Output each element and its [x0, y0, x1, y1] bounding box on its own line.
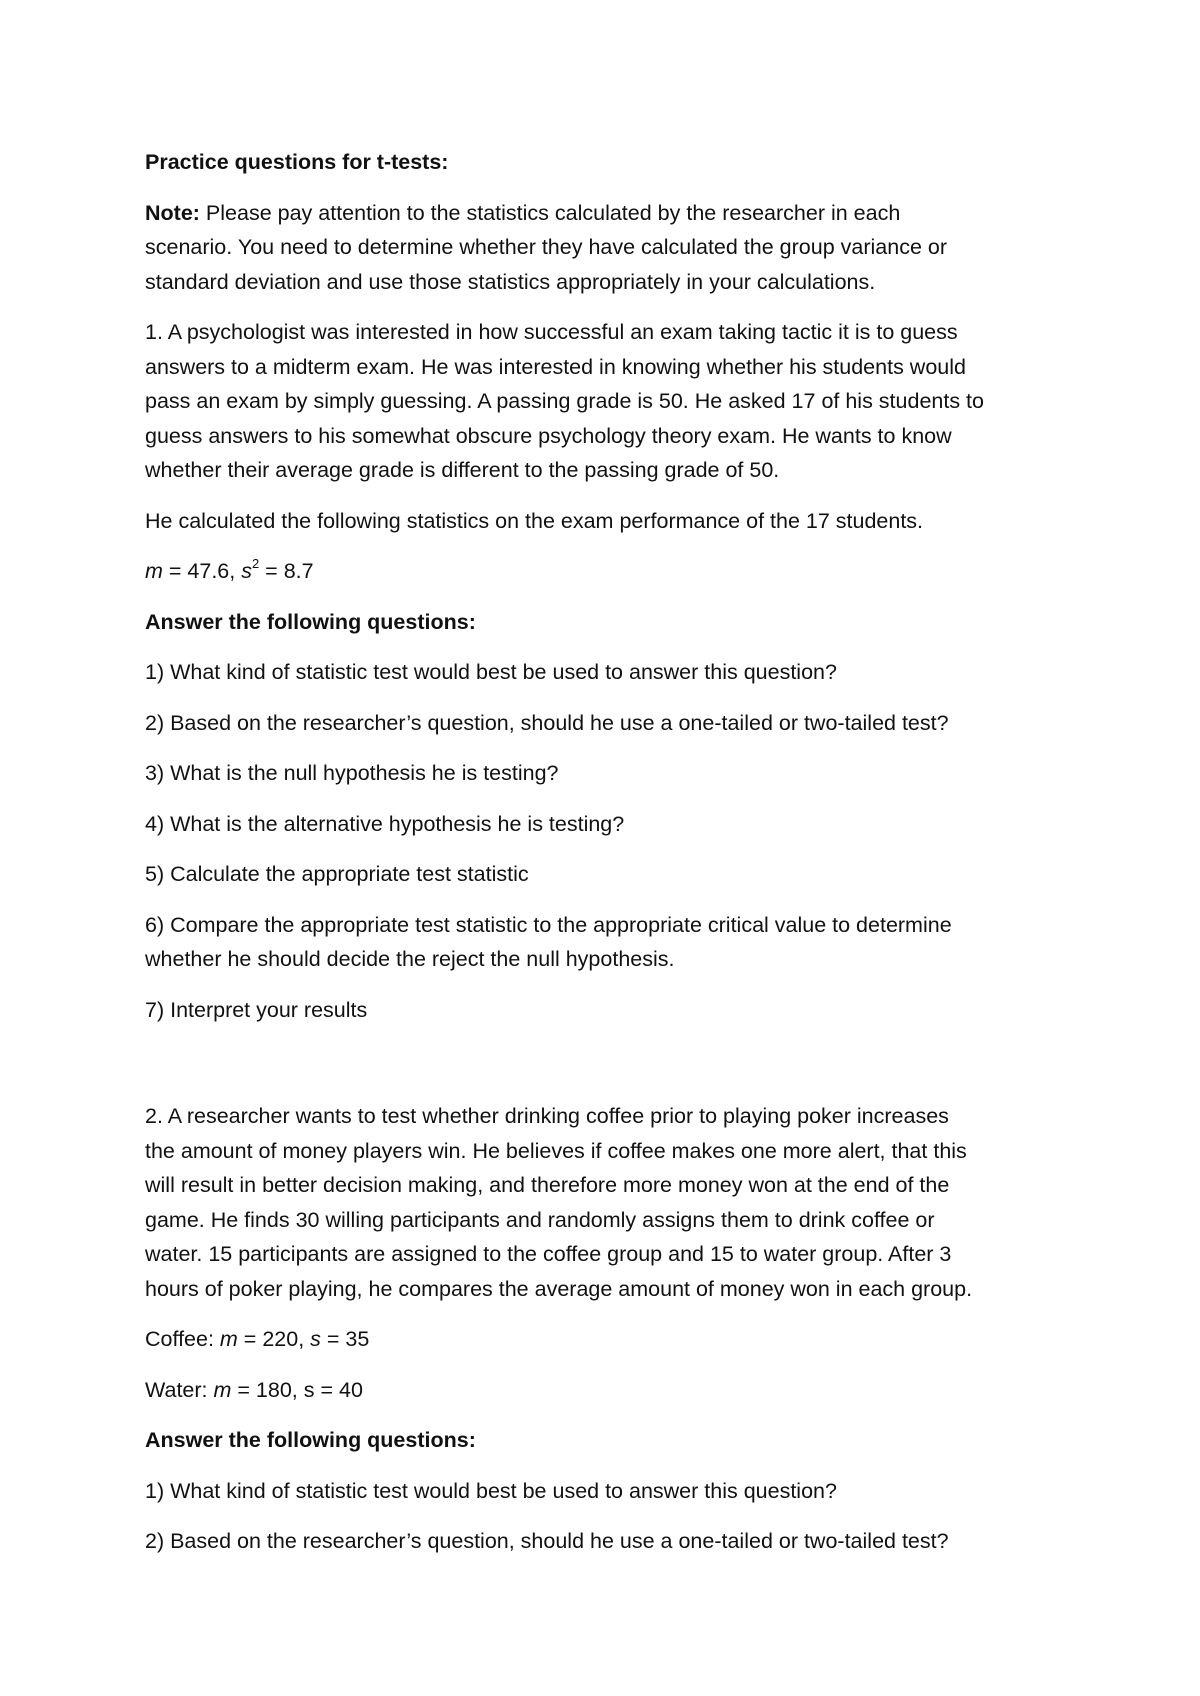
- scenario-line: water. 15 participants are assigned to the coffee group and 15 to water group. After 3: [145, 1242, 952, 1266]
- q1-stats: [145, 554, 1065, 589]
- mean-value: = 47.6,: [162, 559, 242, 583]
- variance-exponent: 2: [251, 555, 260, 571]
- q2-question: 1) What kind of statistic test would best be used to answer this question?: [145, 1478, 837, 1503]
- q1-question: 2) Based on the researcher’s question, should he use a one-tailed or two-tailed test?: [145, 710, 949, 735]
- q1-question: 1) What kind of statistic test would best be used to answer this question?: [145, 660, 837, 684]
- water-values: = 180, s = 40: [231, 1377, 363, 1402]
- mean-symbol: m: [213, 1377, 232, 1402]
- note-line: scenario. You need to determine whether they have calculated the group variance or: [145, 235, 947, 259]
- document-page: [145, 145, 1065, 1575]
- question-line: 6) Compare the appropriate test statistic to the appropriate critical value to determine: [145, 912, 952, 937]
- q2-answer-heading: Answer the following questions:: [145, 1428, 476, 1452]
- q1-question-7: 7) Interpret your results: [145, 997, 368, 1022]
- note-line: standard deviation and use those statistics appropriately in your calculations.: [145, 269, 876, 294]
- sd-value: = 35: [320, 1327, 370, 1351]
- coffee-stats: [145, 1322, 1065, 1357]
- variance-symbol: s: [241, 559, 252, 583]
- note-line: Please pay attention to the statistics calculated by the researcher in each: [199, 200, 901, 225]
- q2-question: 2) Based on the researcher’s question, should he use a one-tailed or two-tailed test?: [145, 1529, 949, 1553]
- note-label: Note:: [145, 200, 200, 225]
- q1-question: 5) Calculate the appropriate test statistic: [145, 862, 529, 886]
- note-paragraph: [145, 196, 1065, 300]
- scenario-line: answers to a midterm exam. He was interested in knowing whether his students would: [145, 354, 966, 379]
- q1-answer-heading: Answer the following questions:: [145, 609, 476, 634]
- scenario-line: pass an exam by simply guessing. A passing grade is 50. He asked 17 of his students to: [145, 389, 984, 413]
- water-label: Water:: [145, 1377, 214, 1402]
- q1-question-6: [145, 908, 1065, 977]
- q1-question: 4) What is the alternative hypothesis he is testing?: [145, 811, 625, 836]
- question-1-scenario: [145, 315, 1065, 488]
- water-stats: [145, 1373, 1065, 1408]
- mean-value: = 220,: [237, 1327, 311, 1351]
- sd-symbol: s: [310, 1327, 321, 1351]
- document-title: Practice questions for t-tests:: [145, 150, 449, 174]
- section-spacer: [145, 1043, 1065, 1099]
- scenario-line: 1. A psychologist was interested in how successful an exam taking tactic it is to guess: [145, 320, 958, 344]
- scenario-line: hours of poker playing, he compares the average amount of money won in each group.: [145, 1276, 973, 1301]
- coffee-label: Coffee:: [145, 1327, 220, 1351]
- question-line: whether he should decide the reject the null hypothesis.: [145, 947, 675, 971]
- scenario-line: game. He finds 30 willing participants and randomly assigns them to drink coffee or: [145, 1207, 935, 1232]
- q1-stats-intro: He calculated the following statistics on the exam performance of the 17 students.: [145, 508, 924, 533]
- scenario-line: the amount of money players win. He believes if coffee makes one more alert, that this: [145, 1138, 967, 1163]
- scenario-line: whether their average grade is different to the passing grade of 50.: [145, 458, 780, 482]
- mean-symbol: m: [145, 559, 163, 583]
- q1-question: 3) What is the null hypothesis he is testing?: [145, 761, 559, 785]
- scenario-line: 2. A researcher wants to test whether drinking coffee prior to playing poker increases: [145, 1104, 949, 1128]
- scenario-line: guess answers to his somewhat obscure psychology theory exam. He wants to know: [145, 423, 952, 448]
- variance-value: = 8.7: [259, 559, 314, 583]
- scenario-line: will result in better decision making, and therefore more money won at the end of the: [145, 1173, 950, 1197]
- mean-symbol: m: [219, 1327, 238, 1351]
- question-2-scenario: [145, 1099, 1065, 1306]
